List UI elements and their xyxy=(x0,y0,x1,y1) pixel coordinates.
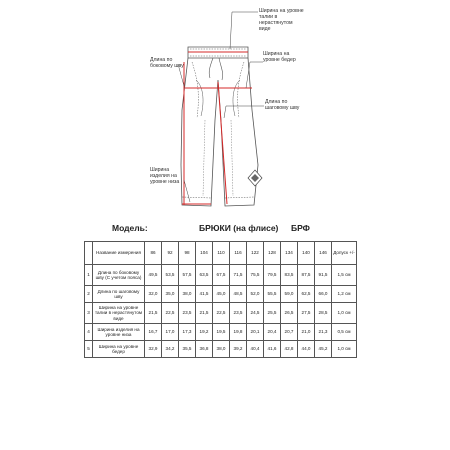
measurement-value: 48,5 xyxy=(230,286,247,303)
measurement-value: 21,0 xyxy=(298,324,315,341)
measurement-value: 19,2 xyxy=(196,324,213,341)
table-row xyxy=(85,265,357,286)
size-chart-table xyxy=(84,241,357,358)
label-hem-width: Ширина изделия на уровне низа xyxy=(150,167,180,185)
size-header: 86 xyxy=(145,242,162,265)
measurement-name: Длина по шаговому шву xyxy=(93,286,145,303)
size-header: 92 xyxy=(162,242,179,265)
size-header: 110 xyxy=(213,242,230,265)
tolerance-value: 0,5 см xyxy=(332,324,357,341)
measurement-value: 71,5 xyxy=(230,265,247,286)
measurement-value: 63,5 xyxy=(196,265,213,286)
measurement-value: 45,2 xyxy=(315,341,332,358)
knee-patch xyxy=(248,170,262,186)
measurement-name: Ширина на уровне бедер xyxy=(93,341,145,358)
measurement-value: 35,0 xyxy=(162,286,179,303)
size-header: 122 xyxy=(247,242,264,265)
measurement-value: 21,5 xyxy=(145,303,162,324)
row-number: 1 xyxy=(85,265,93,286)
measurement-value: 57,5 xyxy=(179,265,196,286)
label-waist-width: Ширина на уровне талии в нерастянутом виде xyxy=(259,8,304,32)
model-code: БРФ xyxy=(291,223,310,233)
measurement-value: 75,5 xyxy=(247,265,264,286)
tolerance-value: 1,0 см xyxy=(332,303,357,324)
measurement-value: 24,5 xyxy=(247,303,264,324)
size-header: 146 xyxy=(315,242,332,265)
tolerance-value: 1,5 см xyxy=(332,265,357,286)
measurement-value: 34,2 xyxy=(162,341,179,358)
measurement-value: 38,0 xyxy=(213,341,230,358)
table-row xyxy=(85,324,357,341)
measurement-value: 45,0 xyxy=(213,286,230,303)
table-row xyxy=(85,341,357,358)
measurement-value: 67,5 xyxy=(213,265,230,286)
model-name: БРЮКИ (на флисе) xyxy=(199,223,279,233)
measurement-value: 55,5 xyxy=(264,286,281,303)
measurement-value: 19,8 xyxy=(230,324,247,341)
measurement-value: 39,2 xyxy=(230,341,247,358)
measurement-value: 27,5 xyxy=(298,303,315,324)
measurement-value: 62,5 xyxy=(298,286,315,303)
size-header: 116 xyxy=(230,242,247,265)
row-number: 3 xyxy=(85,303,93,324)
row-number: 2 xyxy=(85,286,93,303)
measurement-value: 35,5 xyxy=(179,341,196,358)
measurement-value: 26,5 xyxy=(281,303,298,324)
measurement-value: 40,4 xyxy=(247,341,264,358)
measurement-value: 38,0 xyxy=(179,286,196,303)
measurement-value: 28,5 xyxy=(315,303,332,324)
size-header: 134 xyxy=(281,242,298,265)
measurement-value: 25,5 xyxy=(264,303,281,324)
measurement-value: 17,0 xyxy=(162,324,179,341)
measurement-value: 53,5 xyxy=(162,265,179,286)
size-header: 128 xyxy=(264,242,281,265)
measurement-value: 32,9 xyxy=(145,341,162,358)
measurement-value: 21,3 xyxy=(315,324,332,341)
size-header: 140 xyxy=(298,242,315,265)
row-number: 5 xyxy=(85,341,93,358)
measurement-value: 32,0 xyxy=(145,286,162,303)
measurement-value: 17,3 xyxy=(179,324,196,341)
measurement-lines xyxy=(182,52,252,205)
measurement-value: 59,0 xyxy=(281,286,298,303)
size-header: 98 xyxy=(179,242,196,265)
measurement-value: 52,0 xyxy=(247,286,264,303)
label-hip-width: Ширина на уровне бедер xyxy=(263,51,296,63)
label-inseam-length: Длина по шаговому шву xyxy=(265,99,300,111)
measurement-name: Ширина изделия на уровне низа xyxy=(93,324,145,341)
tolerance-header: Допуск +/- xyxy=(332,242,357,265)
table-row xyxy=(85,303,357,324)
measurement-value: 87,5 xyxy=(298,265,315,286)
measurement-value: 79,5 xyxy=(264,265,281,286)
model-header xyxy=(0,223,450,235)
measurement-value: 22,5 xyxy=(162,303,179,324)
measurement-value: 42,8 xyxy=(281,341,298,358)
measurement-value: 23,5 xyxy=(179,303,196,324)
table-row xyxy=(85,286,357,303)
measurement-value: 44,0 xyxy=(298,341,315,358)
header-num-cell xyxy=(85,242,93,265)
measurement-value: 41,5 xyxy=(196,286,213,303)
measurement-value: 91,5 xyxy=(315,265,332,286)
measurement-value: 41,6 xyxy=(264,341,281,358)
header-name-cell: Название измерения xyxy=(93,242,145,265)
measurement-value: 83,5 xyxy=(281,265,298,286)
measurement-value: 36,8 xyxy=(196,341,213,358)
label-side-length: Длина по боковому шву xyxy=(150,57,184,69)
measurement-name: Длина по боковому шву (С учетом пояса) xyxy=(93,265,145,286)
measurement-value: 49,5 xyxy=(145,265,162,286)
table-header-row xyxy=(85,242,357,265)
measurement-value: 22,5 xyxy=(213,303,230,324)
measurement-value: 66,0 xyxy=(315,286,332,303)
measurement-value: 20,1 xyxy=(247,324,264,341)
measurement-value: 20,4 xyxy=(264,324,281,341)
model-label: Модель: xyxy=(112,223,148,233)
size-header: 104 xyxy=(196,242,213,265)
leader-lines xyxy=(178,12,264,202)
row-number: 4 xyxy=(85,324,93,341)
pants-outline xyxy=(181,47,258,206)
measurement-value: 19,5 xyxy=(213,324,230,341)
measurement-value: 21,5 xyxy=(196,303,213,324)
tolerance-value: 1,2 см xyxy=(332,286,357,303)
measurement-value: 23,5 xyxy=(230,303,247,324)
measurement-value: 16,7 xyxy=(145,324,162,341)
measurement-name: Ширина на уровне талии в нерастянутом виде xyxy=(93,303,145,324)
tolerance-value: 1,0 см xyxy=(332,341,357,358)
measurement-value: 20,7 xyxy=(281,324,298,341)
